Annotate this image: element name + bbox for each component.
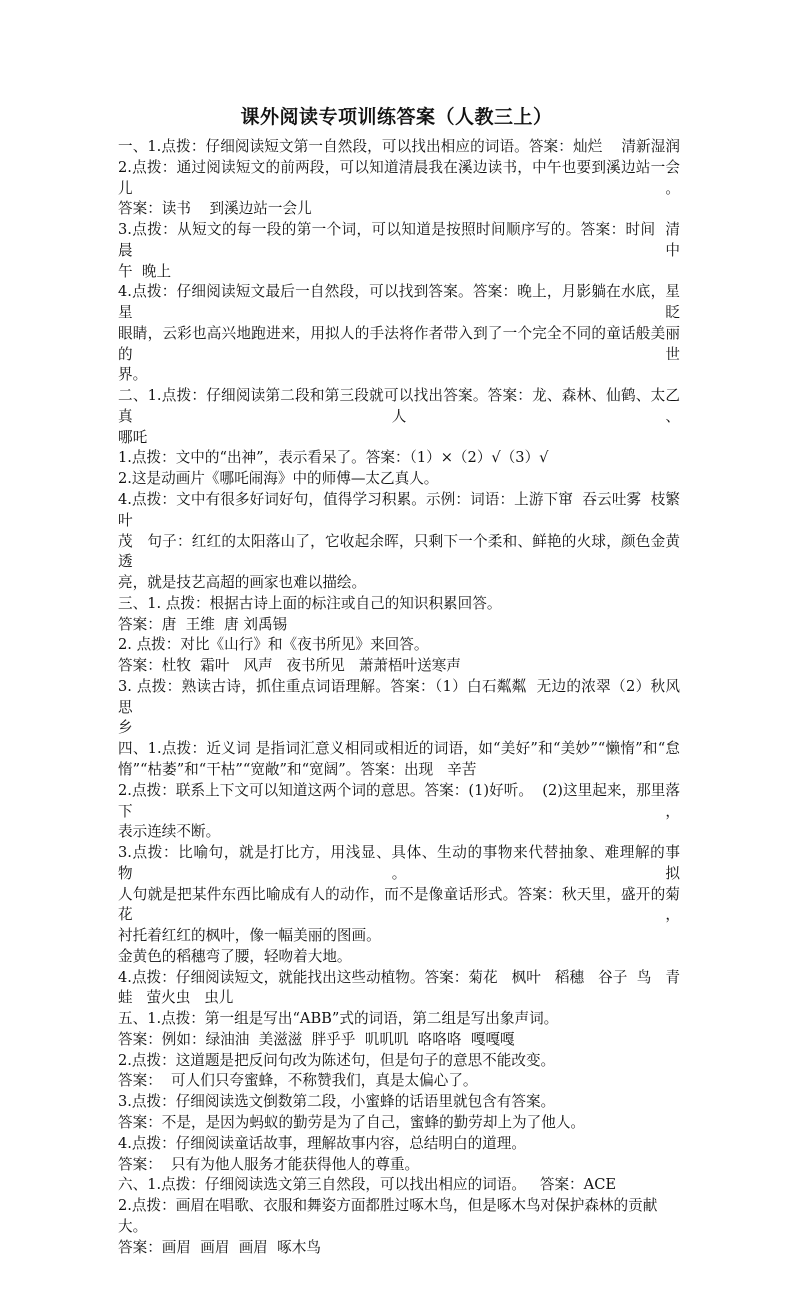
- text-line: 3. 点拨：熟读古诗，抓住重点词语理解。答案：（1）白石粼粼 无边的浓翠（2）秋风 思: [118, 677, 690, 716]
- text-line: 金黄色的稻穗弯了腰，轻吻着大地。: [118, 947, 352, 965]
- text-line: 4.点拨：仔细阅读短文最后一自然段，可以找到答案。答案：晚上，月影躺在水底，星星眨: [118, 283, 680, 322]
- text-line: 四、1.点拨：近义词 是指词汇意义相同或相近的词语，如“美好”和“美妙”“懒惰”和“怠: [118, 740, 680, 758]
- text-line: 衬托着红红的枫叶，像一幅美丽的图画。: [118, 927, 381, 945]
- text-line: 3.点拨：比喻句，就是打比方，用浅显、具体、生动的事物来代替抽象、难理解的事物。拟: [118, 844, 680, 882]
- text-line: 乡: [118, 719, 133, 737]
- answer-body: [118, 137, 690, 1298]
- text-line: 答案： 只有为他人服务才能获得他人的尊重。: [118, 1155, 420, 1173]
- text-line: 4.点拨：仔细阅读短文，就能找出这些动植物。答案：菊花 枫叶 稻穗 谷子 鸟 青: [118, 968, 680, 986]
- document-title: 课外阅读专项训练答案（人教三上）: [240, 106, 553, 128]
- text-line: 答案：杜牧 霜叶 风声 夜书所见 萧萧梧叶送寒声: [118, 657, 461, 675]
- text-line: 3.点拨：仔细阅读选文倒数第二段，小蜜蜂的话语里就包含有答案。: [118, 1093, 556, 1111]
- text-line: 亮，就是技艺高超的画家也难以描绘。: [118, 574, 367, 592]
- text-line: 人句就是把某件东西比喻成有人的动作，而不是像童话形式。答案：秋天里，盛开的菊花，: [118, 885, 680, 924]
- text-line: 答案： 可人们只夸蜜蜂，不称赞我们，真是太偏心了。: [118, 1072, 478, 1090]
- text-line: 答案：读书 到溪边站一会儿: [118, 200, 312, 218]
- text-line: 答案：例如：绿油油 美滋滋 胖乎乎 叽叽叽 咯咯咯 嘎嘎嘎: [118, 1030, 515, 1048]
- text-line: 1.点拨：文中的“出神”，表示看呆了。答案：（1）×（2）√（3）√: [118, 449, 549, 467]
- text-line: 茂 句子：红红的太阳落山了，它收起余晖，只剩下一个柔和、鲜艳的火球，颜色金黄透: [118, 532, 680, 571]
- text-line: 蛙 萤火虫 虫儿: [118, 989, 234, 1007]
- text-line: 2.点拨：通过阅读短文的前两段，可以知道清晨我在溪边读书，中午也要到溪边站一会儿。: [118, 158, 680, 197]
- text-line: 2.这是动画片《哪吒闹海》中的师傅—太乙真人。: [118, 470, 439, 488]
- text-line: 4.点拨：文中有很多好词好句，值得学习积累。示例：词语：上游下窜 吞云吐雾 枝繁叶: [118, 491, 680, 529]
- text-line: 2.点拨：这道题是把反问句改为陈述句，但是句子的意思不能改变。: [118, 1051, 556, 1069]
- text-line: 答案：唐 王维 唐 刘禹锡: [118, 615, 288, 633]
- text-line: 午 晚上: [118, 262, 172, 280]
- text-line: 2.点拨：联系上下文可以知道这两个词的意思。答案：(1)好听。 (2)这里起来，那里落下，: [118, 781, 680, 820]
- text-line: 惰”“枯萎”和“干枯”“宽敞”和“宽阔”。答案：出现 辛苦: [118, 760, 477, 778]
- text-line: 一、1.点拨：仔细阅读短文第一自然段，可以找出相应的词语。答案：灿烂 清新湿润: [118, 138, 680, 155]
- text-line: 3.点拨：从短文的每一段的第一个词，可以知道是按照时间顺序写的。答案：时间 清晨 中: [118, 221, 680, 259]
- text-line: 表示连续不断。: [118, 823, 221, 841]
- text-line: 三、1. 点拨：根据古诗上面的标注或自己的知识积累回答。: [118, 594, 502, 612]
- text-line: 2.点拨：画眉在唱歌、衣服和舞姿方面都胜过啄木鸟，但是啄木鸟对保护森林的贡献大。: [118, 1197, 658, 1235]
- text-line: 眼睛，云彩也高兴地跑进来，用拟人的手法将作者带入到了一个完全不同的童话般美丽的世: [118, 324, 680, 363]
- text-line: 2. 点拨：对比《山行》和《夜书所见》来回答。: [118, 636, 429, 654]
- text-line: 答案：画眉 画眉 画眉 啄木鸟: [118, 1238, 321, 1256]
- text-line: 答案：不是，是因为蚂蚁的勤劳是为了自己，蜜蜂的勤劳却上为了他人。: [118, 1113, 586, 1131]
- text-line: 二、1.点拨：仔细阅读第二段和第三段就可以找出答案。答案：龙、森林、仙鹤、太乙真人、: [118, 387, 680, 425]
- text-line: 4.点拨：仔细阅读童话故事，理解故事内容，总结明白的道理。: [118, 1134, 526, 1152]
- text-line: 哪吒: [118, 428, 148, 446]
- text-line: 六、1.点拨：仔细阅读选文第三自然段，可以找出相应的词语。 答案：ACE: [118, 1176, 617, 1194]
- text-line: 五、1.点拨：第一组是写出“ABB”式的词语，第二组是写出象声词。: [118, 1010, 559, 1028]
- text-line: 界。: [118, 366, 148, 384]
